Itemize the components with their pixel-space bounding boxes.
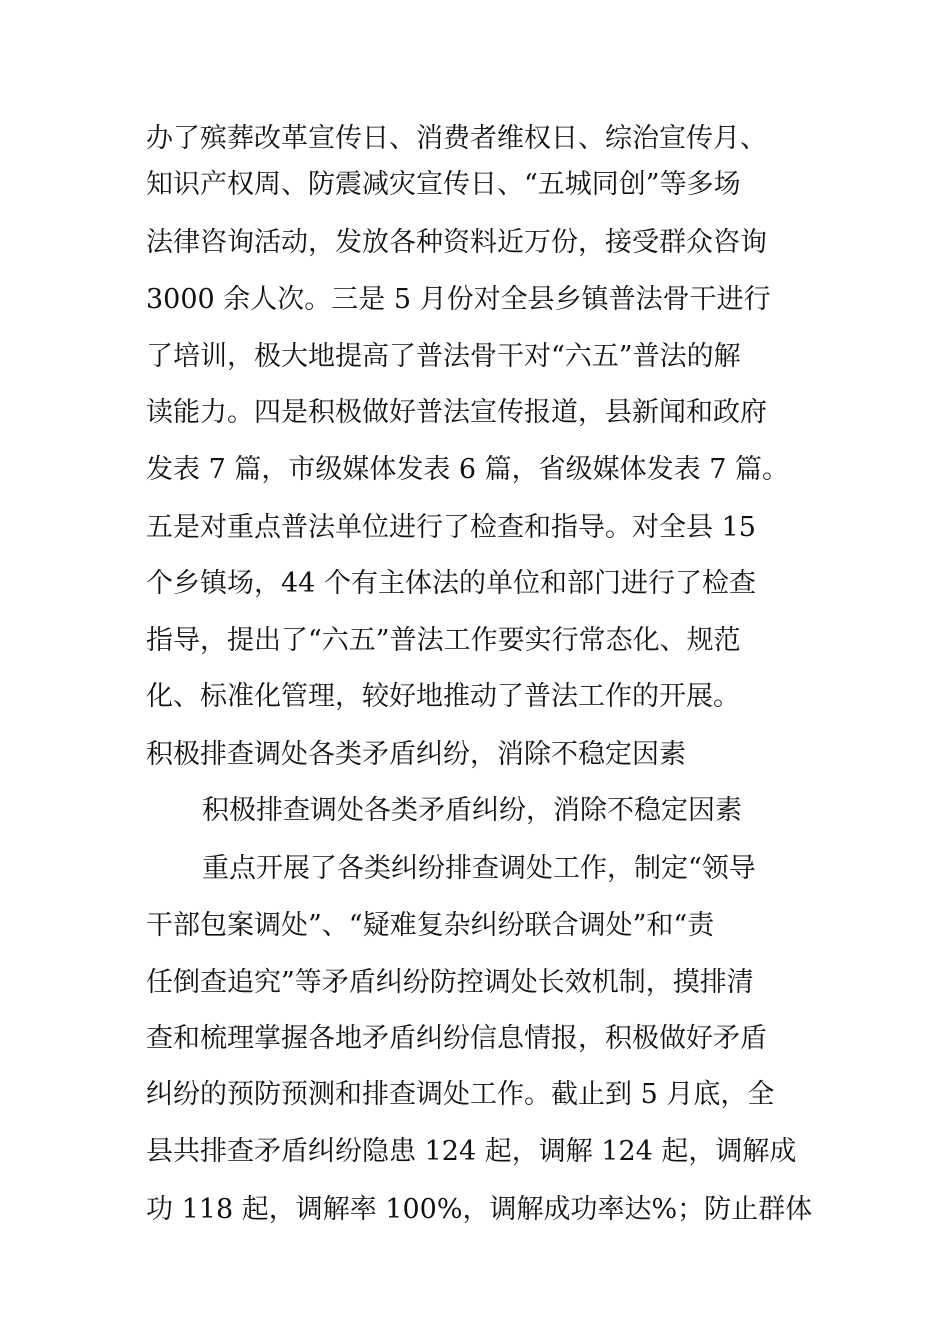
text-line-5: 了培训，极大地提高了普法骨干对“六五”普法的解 [146,341,741,372]
text-line-8: 五是对重点普法单位进行了检查和指导。对全县 15 [146,512,756,543]
text-line-19: 功 118 起，调解率 100%，调解成功率达%；防止群体 [146,1194,813,1225]
text-line-4: 3000 余人次。三是 5 月份对全县乡镇普法骨干进行 [146,284,771,315]
text-line-11: 化、标准化管理，较好地推动了普法工作的开展。 [146,681,740,712]
text-line-17: 纠纷的预防预测和排查调处工作。截止到 5 月底，全 [146,1079,775,1110]
text-line-6: 读能力。四是积极做好普法宣传报道，县新闻和政府 [146,397,767,428]
text-line-9: 个乡镇场，44 个有主体法的单位和部门进行了检查 [146,568,756,599]
text-line-18: 县共排查矛盾纠纷隐患 124 起，调解 124 起，调解成 [146,1136,797,1167]
paragraph-first-line: 重点开展了各类纠纷排查调处工作，制定“领导 [202,853,756,884]
text-line-16: 查和梳理掌握各地矛盾纠纷信息情报，积极做好矛盾 [146,1023,767,1054]
text-line-7: 发表 7 篇，市级媒体发表 6 篇，省级媒体发表 7 篇。 [146,454,790,485]
text-line-2: 知识产权周、防震减灾宣传日、“五城同创”等多场 [146,169,741,200]
text-line-14: 干部包案调处”、“疑难复杂纠纷联合调处”和“责 [146,910,715,941]
section-heading: 积极排查调处各类矛盾纠纷，消除不稳定因素 [202,795,742,826]
text-line-12: 积极排查调处各类矛盾纠纷，消除不稳定因素 [146,739,686,770]
text-line-1: 办了殡葬改革宣传日、消费者维权日、综治宣传月、 [146,123,767,154]
text-line-10: 指导，提出了“六五”普法工作要实行常态化、规范 [146,625,741,656]
text-line-3: 法律咨询活动，发放各种资料近万份，接受群众咨询 [146,227,767,258]
text-line-15: 任倒查追究”等矛盾纠纷防控调处长效机制，摸排清 [146,967,754,998]
